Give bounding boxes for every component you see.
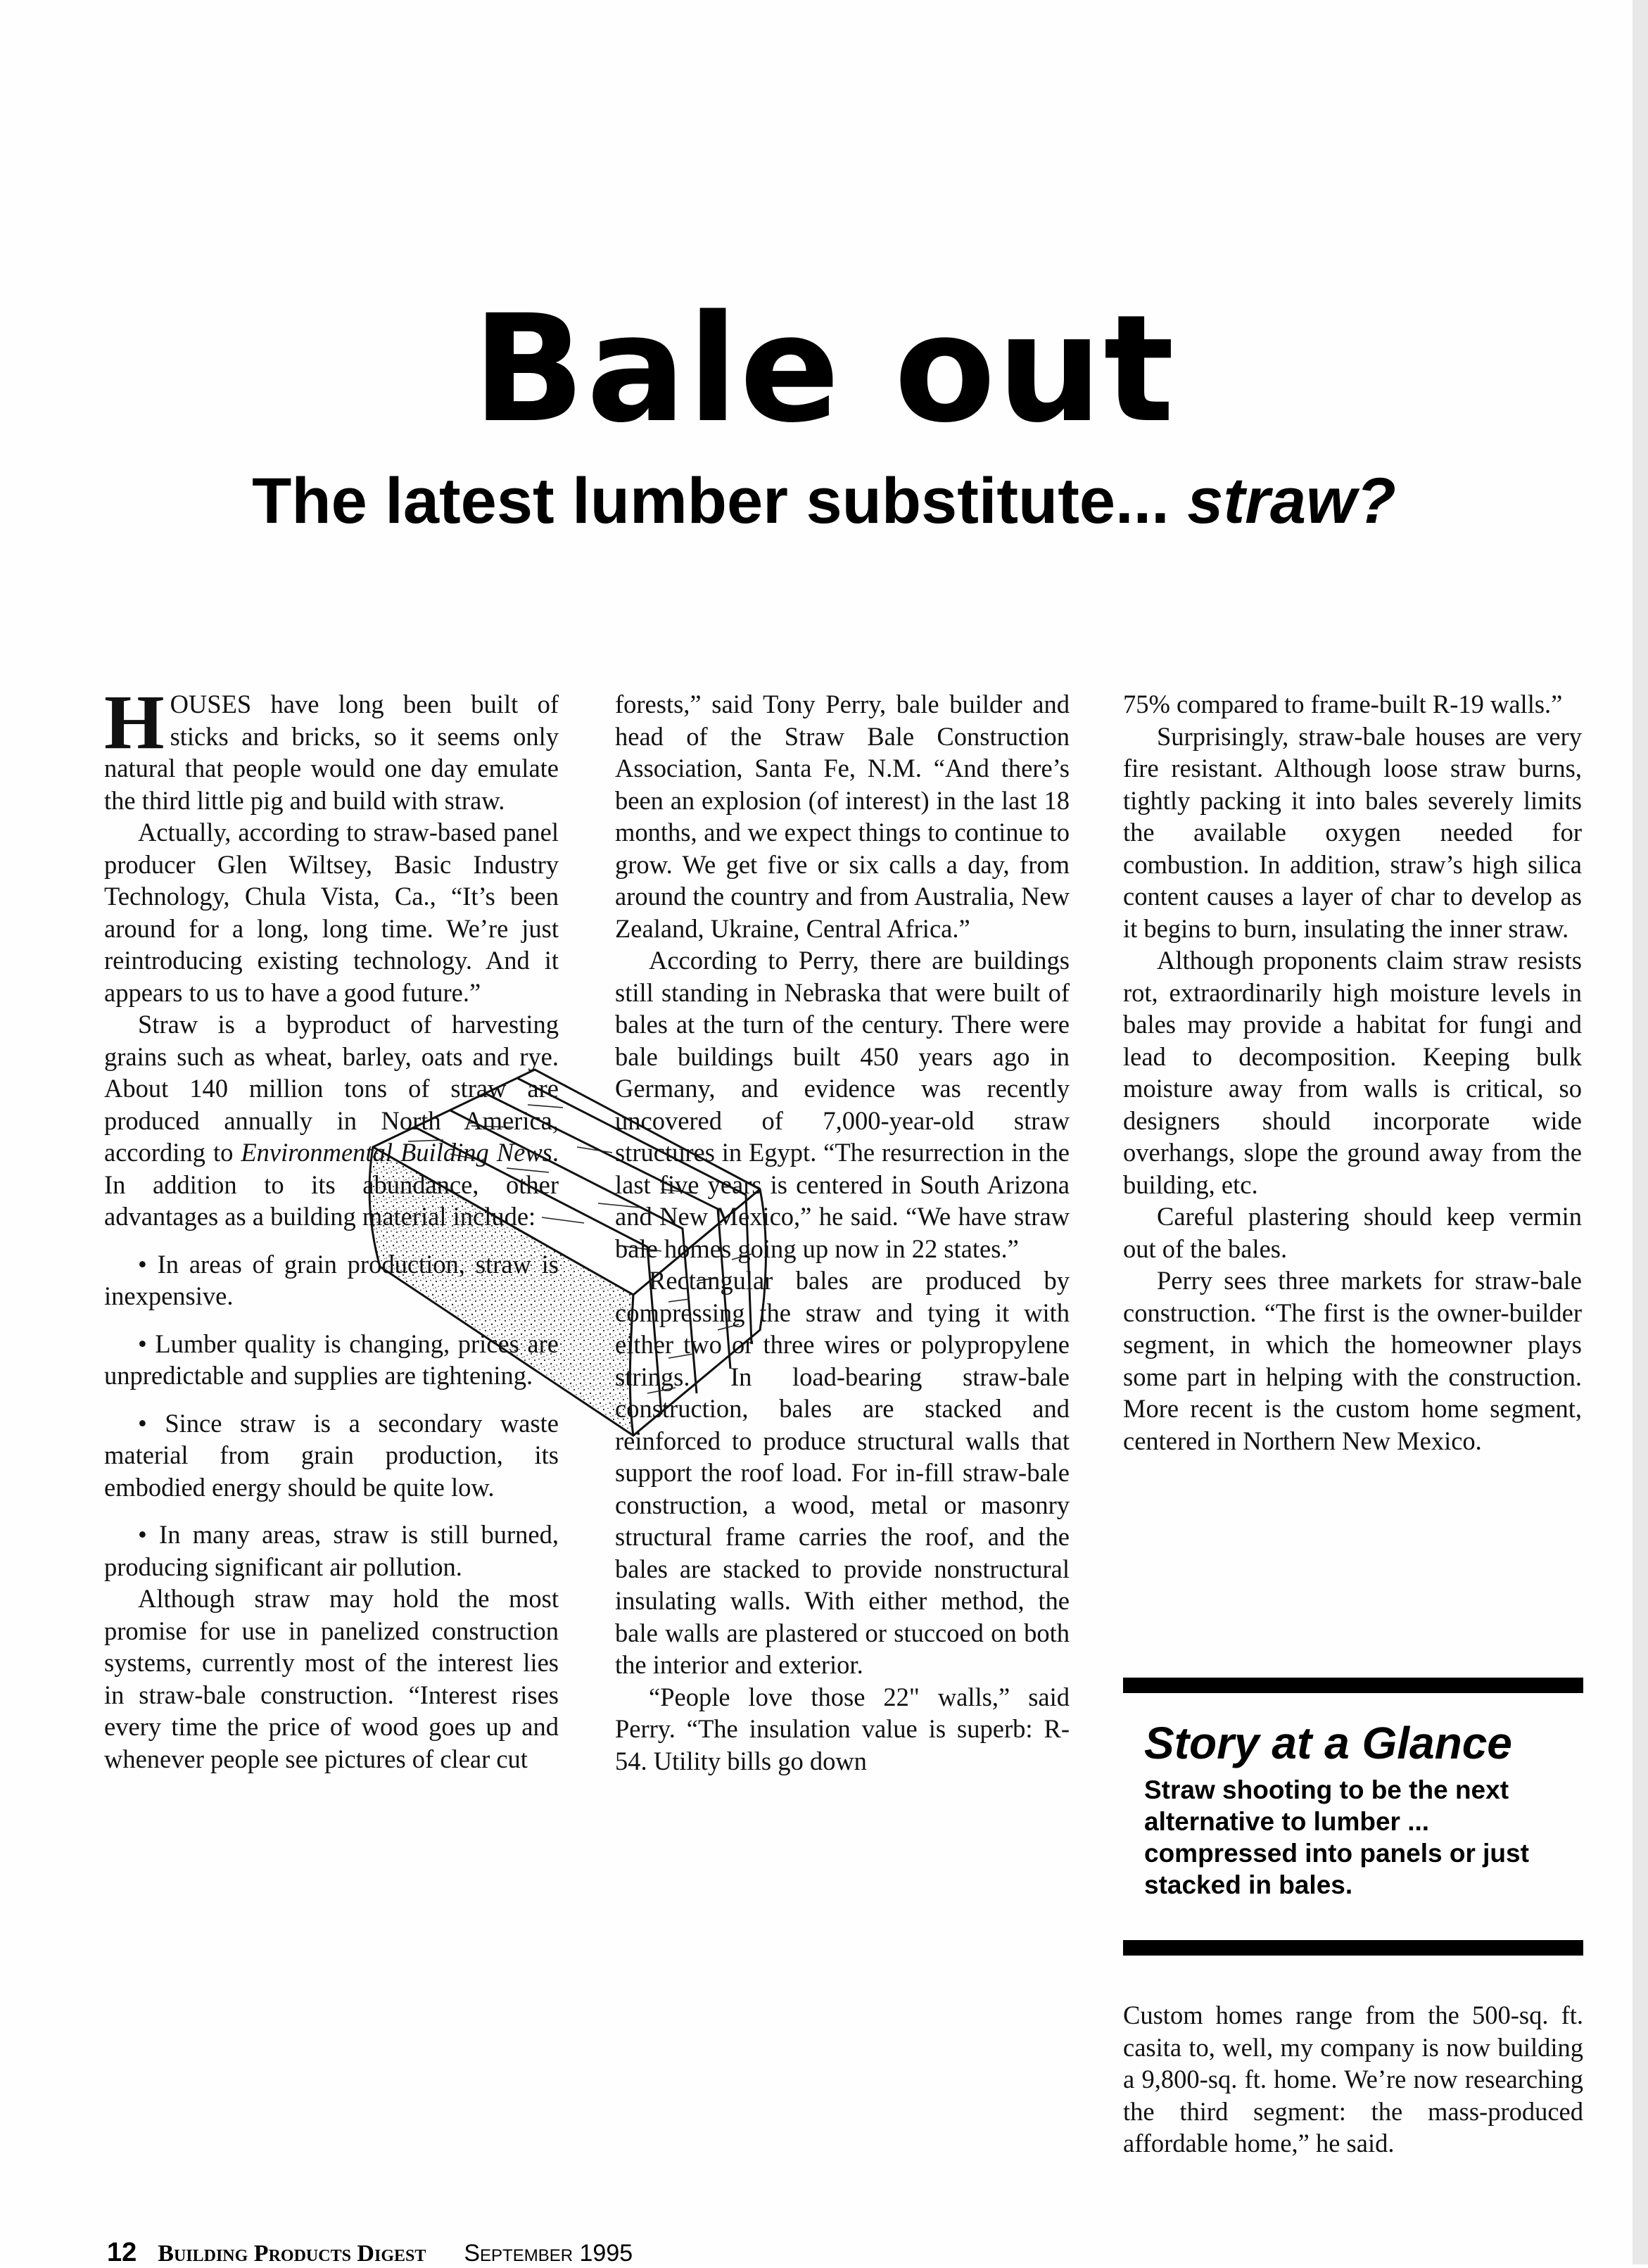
article-column-2: [615, 688, 1070, 1777]
article-title: Bale out: [472, 283, 1176, 455]
issue-date: September 1995: [464, 2240, 633, 2267]
page-edge: [1633, 0, 1648, 2264]
rule-top: [1123, 1678, 1583, 1693]
bullet-item: • Since straw is a secondary waste material from grain production, its embodied energy should be quite low.: [104, 1408, 559, 1502]
paragraph: Actually, according to straw-based panel producer Glen Wiltsey, Basic Industry Technology, Chula Vista, Ca., “It’s been around for a long, long time. We’re just reintroducing existing technology. And it appears to us to have a good future.”: [104, 818, 559, 1007]
bullet-item: • In many areas, straw is still burned, producing significant air pollution.: [104, 1520, 559, 1581]
publication-title: Building Products Digest: [158, 2241, 426, 2267]
paragraph: Surprisingly, straw-bale houses are very fire resistant. Although loose straw burns, tightly packing it into bales severely limits the available oxygen needed for combustion. In addition, straw’s high silica content causes a layer of char to develop as it begins to burn, insulating the inner straw.: [1123, 721, 1582, 943]
rule-bottom: [1123, 1940, 1583, 1956]
page-footer: [107, 2238, 633, 2268]
paragraph: [104, 1008, 559, 1233]
story-at-a-glance-box: [1123, 1678, 1583, 2160]
paragraph: Rectangular bales are produced by compressing the straw and tying it with either two or three wires or polypropylene strings. In load-bearing straw-bale construction, bales are stacked and reinforced to produce structural walls that support the roof load. For in-fill straw-bale construction, a wood, metal or masonry structural frame carries the roof, and the bales are stacked to provide nonstructural insulating walls. With either method, the bale walls are plastered or stuccoed on both the interior and exterior.: [615, 1266, 1070, 1679]
page-number: 12: [107, 2238, 137, 2267]
paragraph-text: OUSES have long been built of sticks and bricks, so it seems only natural that people would one day emulate the third little pig and build with straw.: [104, 690, 559, 815]
paragraph-text: . In addition to its abundance, other advantages as a building material include:: [104, 1138, 559, 1231]
subtitle-emphasis: straw?: [1187, 465, 1396, 537]
bullet-item: • Lumber quality is changing, prices are unpredictable and supplies are tightening.: [104, 1329, 559, 1390]
paragraph: “People love those 22" walls,” said Perry. “The insulation value is superb: R-54. Utility bills go down: [615, 1682, 1070, 1775]
article-subtitle: [0, 465, 1648, 537]
paragraph: Custom homes range from the 500-sq. ft. casita to, well, my company is now building a 9,800-sq. ft. home. We’re now researching the third segment: the mass-produced affordable home,” he said.: [1123, 2001, 1583, 2158]
glance-summary: Straw shooting to be the next alternative to lumber ... compressed into panels or just stacked in bales.: [1144, 1775, 1529, 1900]
paragraph: According to Perry, there are buildings still standing in Nebraska that were built of bales at the turn of the century. There were bale buildings built 450 years ago in Germany, and evidence was recently uncovered of 7,000-year-old straw structures in Egypt. “The resurrection in the last five years is centered in South Arizona and New Mexico,” he said. “We have straw bale homes going up now in 22 states.”: [615, 946, 1070, 1263]
subtitle-main: The latest lumber substitute...: [252, 465, 1170, 537]
paragraph-text: Straw is a byproduct of harvesting grains such as wheat, barley, oats and rye. About 140 million tons of straw are produced annually in North America, according to: [104, 1010, 559, 1167]
article-column-3: [1123, 688, 1582, 1457]
article-column-1: [104, 679, 559, 1775]
paragraph: forests,” said Tony Perry, bale builder and head of the Straw Bale Construction Association, Santa Fe, N.M. “And there’s been an explosion (of interest) in the last 18 months, and we expect things to continue to grow. We get five or six calls a day, from around the country and from Australia, New Zealand, Ukraine, Central Africa.”: [615, 690, 1070, 943]
paragraph: Careful plastering should keep vermin out of the bales.: [1123, 1202, 1582, 1263]
paragraph: Although straw may hold the most promise for use in panelized construction systems, currently most of the interest lies in straw-bale construction. “Interest rises every time the price of wood goes up and whenever people see pictures of clear cut: [104, 1584, 559, 1773]
drop-cap: H: [104, 679, 165, 765]
paragraph: Although proponents claim straw resists rot, extraordinarily high moisture levels in bales may provide a habitat for fungi and lead to decomposition. Keeping bulk moisture away from walls is critical, so designers should incorporate wide overhangs, slope the ground away from the building, etc.: [1123, 946, 1582, 1199]
paragraph: Perry sees three markets for straw-bale construction. “The first is the owner-builder segment, in which the homeowner plays some part in helping with the construction. More recent is the custom home segment, centered in Northern New Mexico.: [1123, 1266, 1582, 1455]
paragraph: [104, 679, 559, 816]
glance-heading: Story at a Glance: [1144, 1718, 1512, 1768]
paragraph: 75% compared to frame-built R-19 walls.”: [1123, 690, 1563, 718]
bullet-item: • In areas of grain production, straw is inexpensive.: [104, 1249, 559, 1310]
publication-name: Environmental Building News: [241, 1138, 552, 1167]
